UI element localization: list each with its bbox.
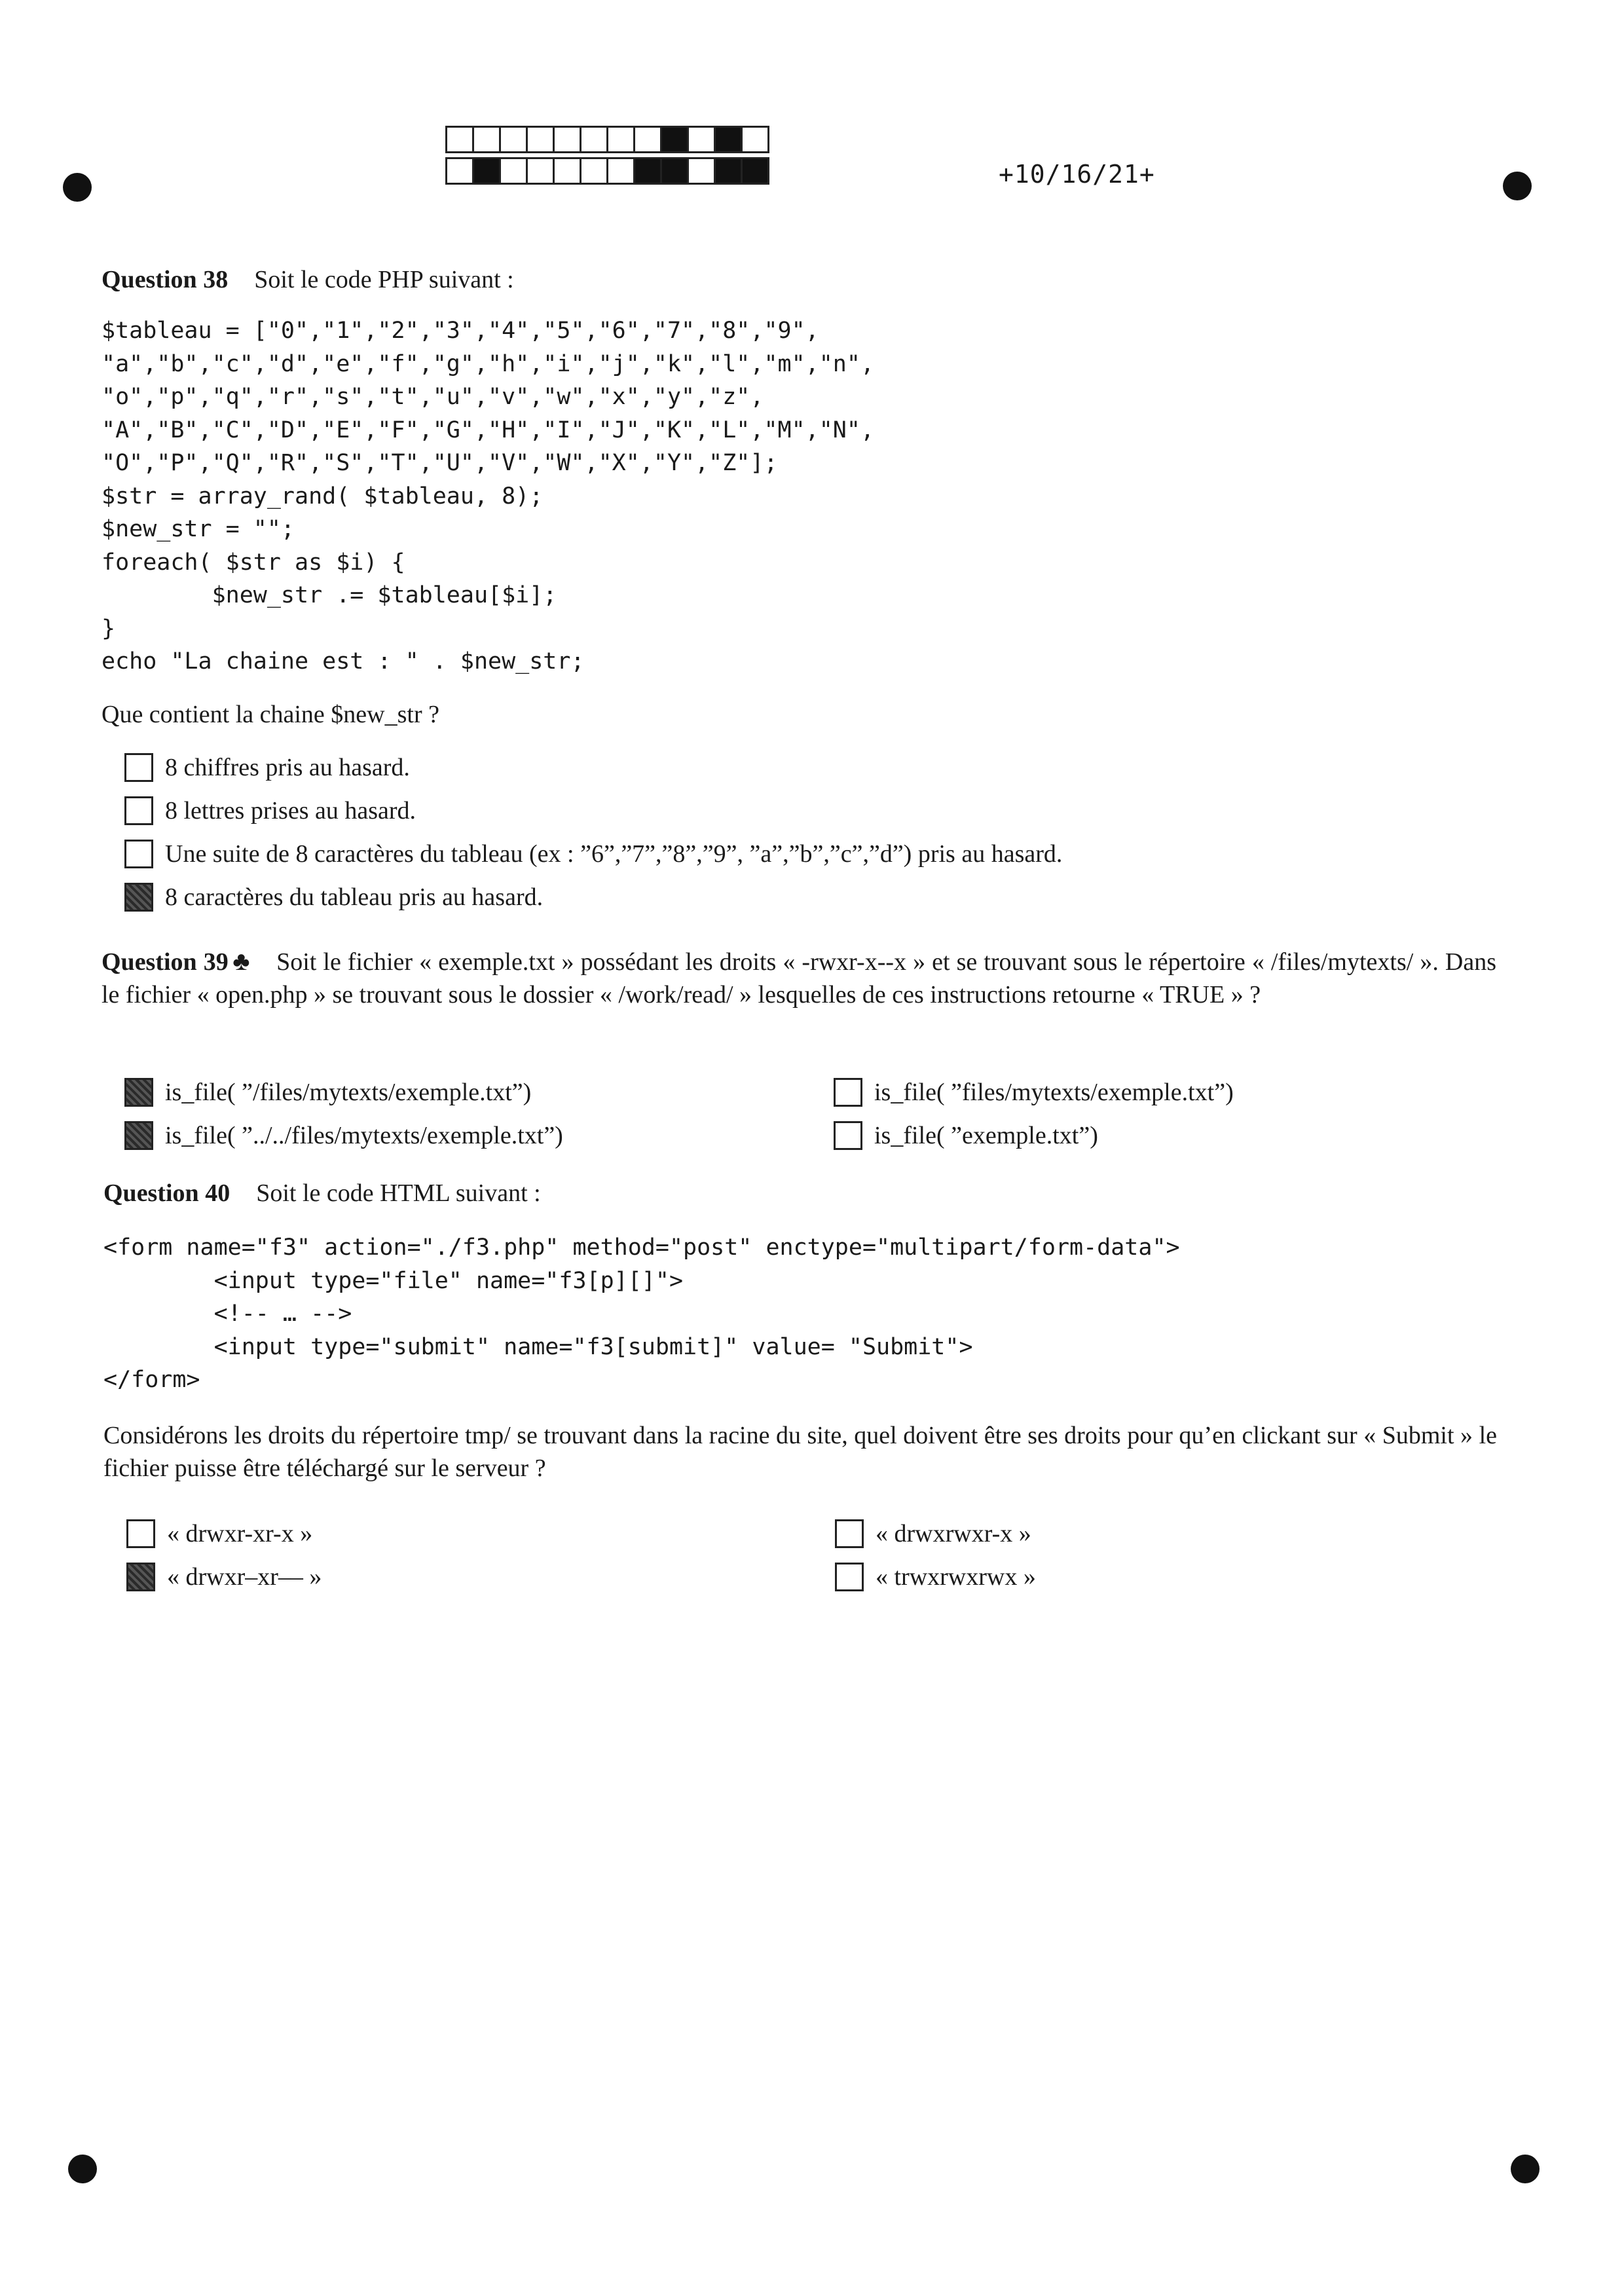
page-id-boxes-row-2: [445, 157, 767, 185]
id-box-cell: [660, 126, 689, 153]
id-box-cell: [499, 126, 528, 153]
question-40-intro: Soit le code HTML suivant :: [256, 1179, 541, 1207]
id-box-cell: [687, 126, 716, 153]
question-38-question: Que contient la chaine $new_str ?: [101, 701, 439, 728]
q40-checkbox-4[interactable]: [835, 1563, 864, 1591]
page-id-boxes-row-1: [445, 126, 767, 153]
q38-option-3-label: Une suite de 8 caractères du tableau (ex : ”6”,”7”,”8”,”9”, ”a”,”b”,”c”,”d”) pris au hasard.: [165, 840, 1063, 868]
q40-checkbox-1[interactable]: [126, 1519, 155, 1548]
question-40-header: [103, 1179, 541, 1208]
q38-option-4[interactable]: [124, 883, 543, 912]
q40-option-3[interactable]: [126, 1563, 322, 1591]
q38-option-1-label: 8 chiffres pris au hasard.: [165, 754, 410, 781]
id-box-cell: [660, 157, 689, 185]
q38-option-3[interactable]: [124, 840, 1062, 868]
question-38-number: Question 38: [101, 266, 229, 293]
q39-option-2-label: is_file( ”files/mytexts/exemple.txt”): [874, 1079, 1234, 1106]
q39-option-3[interactable]: [124, 1121, 563, 1150]
id-box-cell: [687, 157, 716, 185]
id-box-cell: [526, 157, 555, 185]
q39-option-3-label: is_file( ”../../files/mytexts/exemple.txt”): [165, 1122, 563, 1149]
q40-option-1-label: « drwxr-xr-x »: [167, 1520, 313, 1547]
id-box-cell: [580, 157, 608, 185]
q40-option-4-label: « trwxrwxrwx »: [876, 1563, 1036, 1591]
q38-option-2[interactable]: [124, 796, 416, 825]
id-box-cell: [526, 126, 555, 153]
id-box-cell: [580, 126, 608, 153]
page-id: +10/16/21+: [999, 160, 1155, 189]
q39-option-1[interactable]: [124, 1078, 531, 1107]
club-icon: ♣: [232, 946, 251, 976]
q40-checkbox-2[interactable]: [835, 1519, 864, 1548]
question-40-text: Considérons les droits du répertoire tmp/ se trouvant dans la racine du site, quel doivent être ses droits pour qu’en clickant sur « Submit » le fichier puisse être téléchargé sur le serveur ?: [103, 1422, 1497, 1482]
id-box-cell: [606, 157, 635, 185]
question-39-text: [101, 945, 1496, 1011]
q39-option-1-label: is_file( ”/files/mytexts/exemple.txt”): [165, 1079, 532, 1106]
q38-option-1[interactable]: [124, 753, 410, 782]
question-39-number: Question 39: [101, 948, 229, 976]
q38-checkbox-3[interactable]: [124, 840, 153, 868]
id-box-cell: [553, 126, 581, 153]
id-box-cell: [499, 157, 528, 185]
registration-mark-bottom-right: [1511, 2155, 1540, 2183]
q40-checkbox-3[interactable]: [126, 1563, 155, 1591]
id-box-cell: [633, 126, 662, 153]
q39-checkbox-2[interactable]: [834, 1078, 862, 1107]
question-38-intro: Soit le code PHP suivant :: [254, 266, 514, 293]
id-box-cell: [714, 126, 743, 153]
id-box-cell: [553, 157, 581, 185]
q40-option-2[interactable]: [835, 1519, 1031, 1548]
q38-checkbox-4[interactable]: [124, 883, 153, 912]
id-box-cell: [714, 157, 743, 185]
q40-option-2-label: « drwxrwxr-x »: [876, 1520, 1031, 1547]
q39-option-4[interactable]: [834, 1121, 1098, 1150]
q40-option-4[interactable]: [835, 1563, 1036, 1591]
registration-mark-top-right: [1503, 172, 1532, 200]
q39-checkbox-3[interactable]: [124, 1121, 153, 1150]
id-box-cell: [606, 126, 635, 153]
question-39-body: Soit le fichier « exemple.txt » possédant les droits « -rwxr-x--x » et se trouvant sous le répertoire « /files/mytexts/ ». Dans le fichier « open.php » se trouvant sous le dossier « /work/read/ » lesquelles de ces instructions retourne « TRUE » ?: [101, 948, 1497, 1009]
question-38-header: [101, 265, 514, 294]
q38-option-2-label: 8 lettres prises au hasard.: [165, 797, 416, 824]
q39-option-2[interactable]: [834, 1078, 1234, 1107]
registration-mark-top-left: [63, 173, 92, 202]
id-box-cell: [472, 126, 501, 153]
q38-checkbox-1[interactable]: [124, 753, 153, 782]
q38-option-4-label: 8 caractères du tableau pris au hasard.: [165, 883, 544, 911]
q39-checkbox-4[interactable]: [834, 1121, 862, 1150]
registration-mark-bottom-left: [68, 2155, 97, 2183]
id-box-cell: [741, 126, 769, 153]
q40-option-1[interactable]: [126, 1519, 312, 1548]
q39-option-4-label: is_file( ”exemple.txt”): [874, 1122, 1098, 1149]
question-40-number: Question 40: [103, 1179, 231, 1207]
id-box-cell: [741, 157, 769, 185]
question-38-code: $tableau = ["0","1","2","3","4","5","6","7","8","9", "a","b","c","d","e","f","g","h","i","j","k","l","m","n", "o","p","q","r","s","t","u","v","w","x","y","z", "A","B","C","D","E","F","G","H","I","J","K","L","M","N", "O","P","Q","R","S","T","U","V","W","X","Y","Z"]; $str = array_rand( $tableau, 8); $new_str = ""; foreach( $str as $i) { $new_str .= $tableau[$i]; } echo "La chaine est : " . $new_str;: [101, 318, 875, 675]
question-40-code: <form name="f3" action="./f3.php" method="post" enctype="multipart/form-data"> <input type="file" name="f3[p][]"> <!-- … --> <input type="submit" name="f3[submit]" value= "Submit"> </form>: [103, 1234, 1180, 1393]
id-box-cell: [633, 157, 662, 185]
id-box-cell: [445, 157, 474, 185]
q40-option-3-label: « drwxr–xr–– »: [167, 1563, 322, 1591]
q38-checkbox-2[interactable]: [124, 796, 153, 825]
q39-checkbox-1[interactable]: [124, 1078, 153, 1107]
id-box-cell: [472, 157, 501, 185]
id-box-cell: [445, 126, 474, 153]
